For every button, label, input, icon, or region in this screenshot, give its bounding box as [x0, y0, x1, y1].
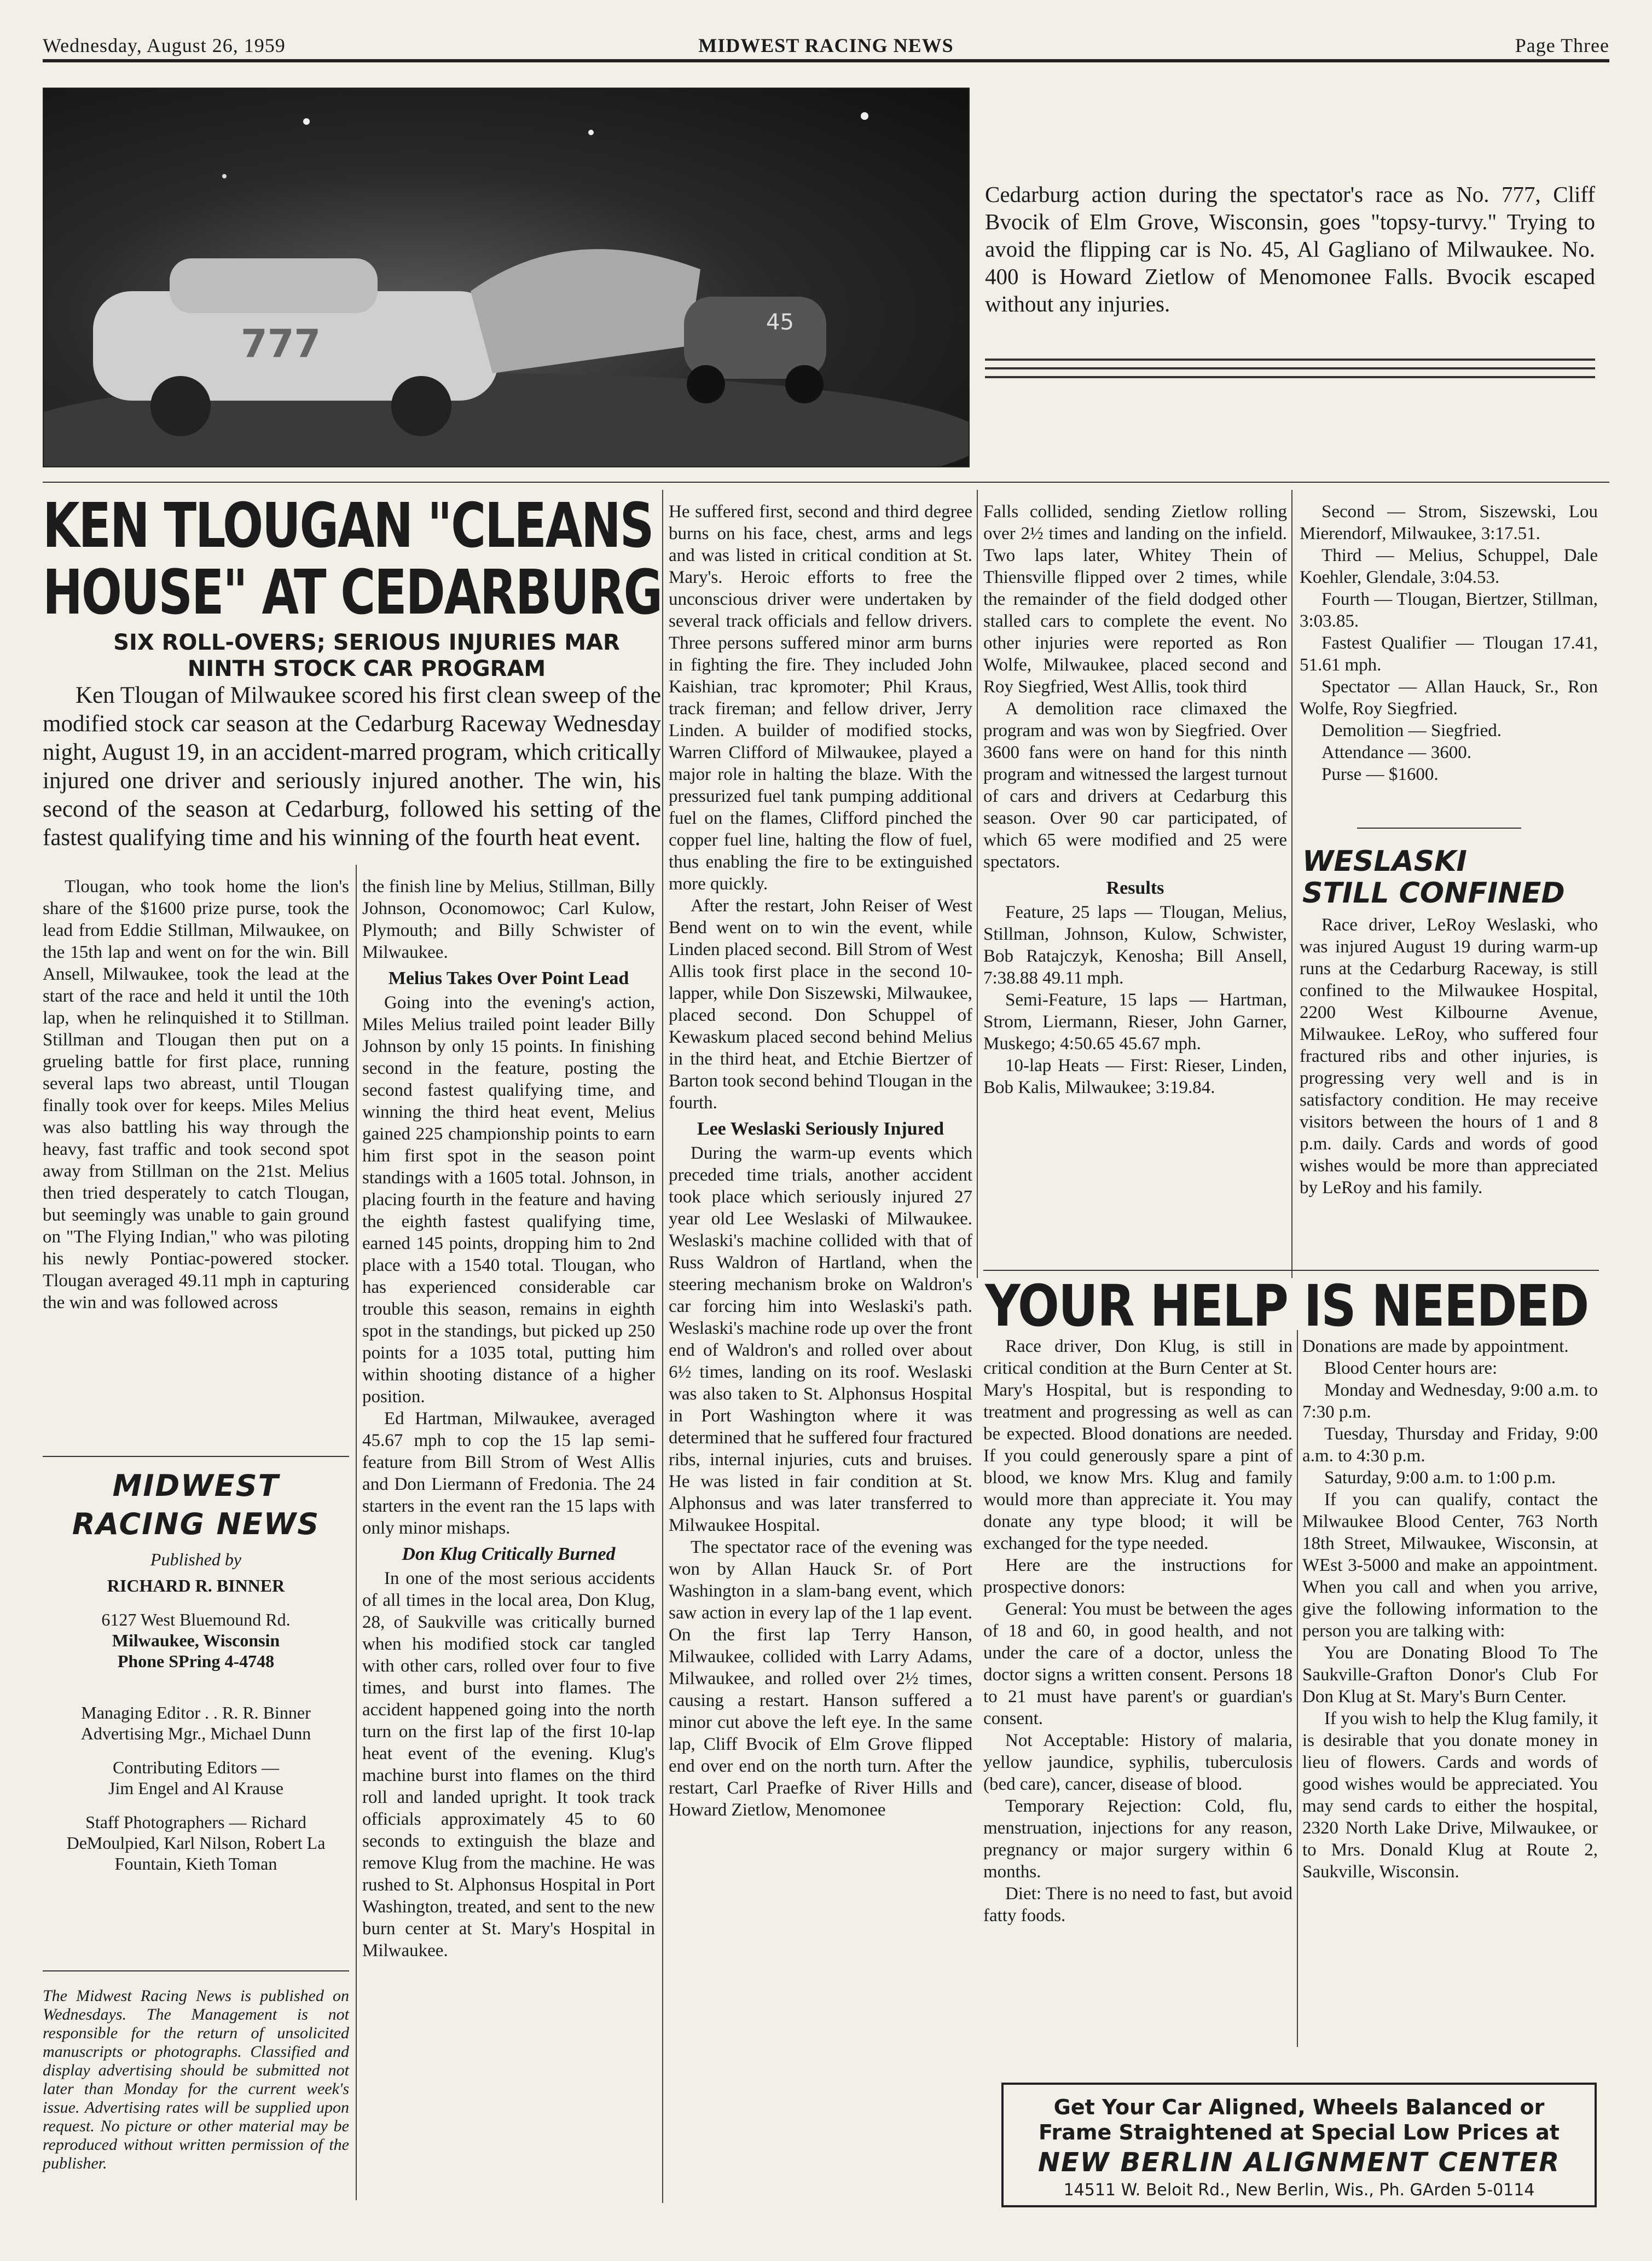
ad-line-1: Get Your Car Aligned, Wheels Balanced or — [1053, 2095, 1545, 2119]
headline-line-2: HOUSE" AT CEDARBURG — [43, 557, 662, 628]
weslaski-body: Race driver, LeRoy Weslaski, who was injured August 19 during warm-up runs at the Cedarburg Raceway, is still confined to the Milwaukee Hospital, 2200 West Kilbourne Avenue, Milwaukee. LeRoy, who suffered four fractured ribs and other injuries, is progressing very well and is in satisfactory condition. He may receive visitors between the hours of 1 and 8 p.m. daily. Cards and words of good wishes would be more than appreciated by LeRoy and his family. — [1300, 915, 1598, 1198]
ad-business-name: NEW BERLIN ALIGNMENT CENTER — [1037, 2147, 1561, 2178]
results-heading: Results — [1106, 878, 1164, 898]
col2-para-2: Going into the evening's action, Miles Melius trailed point leader Billy Johnson by only 15 points. In finishing second in the feature, posting the second fastest qualifying time, and winning the third heat event, Melius gained 225 championship points to earn him first spot in the season point standings with a 1605 total. Johnson, in placing fourth in the feature and having the eighth fastest qualifying time, earned 145 points, dropping him to 2nd place with a 1540 total. Tlougan, who has experienced considerable car trouble this season, remains in eighth spot in the standings, but picked up 250 points for a 1035 total, putting him within shooting distance of a higher position. — [362, 993, 655, 1407]
weslaski-headline — [1302, 846, 1598, 909]
help-b-para-8: If you wish to help the Klug family, it is desirable that you donate money in lieu of flowers. Cards and words of good wishes would be appreciated. You may send cards to either the hospital, 2320 North Lake Drive, Milwaukee, or to Mrs. Donald Klug at Route 2, Saukville, Wisconsin. — [1302, 1709, 1598, 1882]
col4-para-1: Falls collided, sending Zietlow rolling over 2½ times and landing on the infield. Two laps later, Whitey Thein of Thiensville flipped over 2 times, while the remainder of the field dodged other stalled cars to complete the event. No other injuries were reported as Ron Wolfe, Milwaukee, placed second and Roy Siegfried, West Allis, took third — [983, 502, 1287, 697]
help-b-para-5: Saturday, 9:00 a.m. to 1:00 p.m. — [1324, 1468, 1556, 1488]
story-column-3 — [669, 501, 972, 1821]
contributing-editors: Jim Engel and Al Krause — [108, 1778, 283, 1798]
story-column-1 — [43, 876, 349, 1314]
col3-subhead-1: Lee Weslaski Seriously Injured — [697, 1119, 944, 1139]
help-a-para-2: Here are the instructions for prospective donors: — [983, 1555, 1292, 1597]
results-third-heat: Third — Melius, Schuppel, Dale Koehler, Glendale, 3:04.53. — [1300, 546, 1598, 587]
car-45-number: 45 — [766, 310, 794, 335]
results-second-heat: Second — Strom, Siszewski, Lou Mierendorf, Milwaukee, 3:17.51. — [1300, 502, 1598, 543]
pub-title-2: RACING NEWS — [72, 1507, 320, 1541]
help-a-para-4: Not Acceptable: History of malaria, yellow jaundice, syphilis, tuberculosis (bed care), cancer, disease of blood. — [983, 1731, 1292, 1794]
alignment-center-ad — [1001, 2083, 1597, 2207]
publisher-name: RICHARD R. BINNER — [107, 1576, 285, 1595]
col4-para-2: A demolition race climaxed the program and was won by Siegfried. Over 3600 fans were on hand for this ninth program and witnessed the largest turnout of cars and drivers at Cedarburg this season. Over 90 car participated, of which 65 were modified and 25 were spectators. — [983, 699, 1287, 872]
publication-disclaimer: The Midwest Racing News is published on Wednesdays. The Management is not responsible for the return of unsolicited manuscripts or photographs. Classified and display advertising should be submitted not later than Monday for the current week's issue. Advertising rates will be supplied upon request. No picture or other material may be reproduced without written permission of the publisher. — [43, 1987, 349, 2172]
help-b-para-7: You are Donating Blood To The Saukville-Grafton Donor's Club For Don Klug at St. Mary's Burn Center. — [1302, 1643, 1598, 1707]
staff-photographers: Staff Photographers — Richard DeMoulpied, Karl Nilson, Robert La Fountain, Kieth Toman — [66, 1812, 326, 1873]
story-column-5 — [1300, 501, 1598, 785]
weslaski-story — [1300, 914, 1598, 1199]
story-column-2 — [362, 876, 655, 1962]
help-b-para-4: Tuesday, Thursday and Friday, 9:00 a.m. to 4:30 p.m. — [1302, 1424, 1598, 1466]
col2-para-1: the finish line by Melius, Stillman, Billy Johnson, Oconomowoc; Carl Kulow, Plymouth; and Billy Schwister of Milwaukee. — [362, 877, 655, 962]
paper-name: MIDWEST RACING NEWS — [698, 34, 954, 56]
car-777-number: 777 — [241, 321, 321, 366]
help-a-para-5: Temporary Rejection: Cold, flu, menstruation, injections for any reason, pregnancy or major surgery within 6 months. — [983, 1796, 1292, 1882]
story-column-4 — [983, 501, 1287, 1098]
help-b-para-6: If you can qualify, contact the Milwaukee Blood Center, 763 North 18th Street, Milwaukee, Wisconsin, at WEst 3-5000 and make an appointment. When you call and when you arrive, give the following information to the person you are talking with: — [1302, 1490, 1598, 1641]
results-attendance: Attendance — 3600. — [1321, 743, 1472, 762]
managing-editor: Managing Editor . . R. R. Binner — [81, 1703, 311, 1722]
main-headline — [43, 490, 662, 628]
race-photo-illustration — [44, 89, 969, 466]
page-number: Page Three — [1515, 34, 1609, 56]
col3-para-4: The spectator race of the evening was won by Allan Hauck Sr. of Port Washington in a slam-bang event, which saw action in every lap of the 1 lap event. On the first lap Terry Hanson, Milwaukee, collided with Larry Adams, Milwaukee, and rolled over 2½ times, causing a restart. Hanson suffered a minor cut above the left eye. In the same lap, Cliff Bvocik of Elm Grove flipped end over end on the north turn. After the restart, Carl Praefke of River Hills and Howard Zietlow, Menomonee — [669, 1537, 972, 1820]
publisher-address-2: Milwaukee, Wisconsin — [112, 1630, 280, 1650]
col3-para-3: During the warm-up events which preceded time trials, another accident took place which seriously injured 27 year old Lee Weslaski of Milwaukee. Weslaski's machine collided with that of Russ Waldron of Hartland, when the steering mechanism broke on Waldron's car forcing him into Weslaski's path. Weslaski's machine rode up over the front end of Waldron's and rolled over about 6½ times, landing on its roof. Weslaski was also taken to St. Alphonsus Hospital in Port Washington where it was determined that he suffered four fractured ribs, internal injuries, cuts and bruises. He was listed in fair condition at St. Alphonsus and was later transferred to Milwaukee Hospital. — [669, 1143, 972, 1535]
pub-title-1: MIDWEST — [112, 1468, 280, 1503]
weslaski-headline-2: STILL CONFINED — [1302, 877, 1565, 910]
results-purse: Purse — $1600. — [1321, 765, 1439, 784]
publisher-address-1: 6127 West Bluemound Rd. — [101, 1610, 291, 1629]
contributing-editors-label: Contributing Editors — — [113, 1757, 279, 1777]
photo-caption-box — [985, 181, 1595, 317]
help-b-para-1: Donations are made by appointment. — [1302, 1337, 1569, 1356]
issue-date: Wednesday, August 26, 1959 — [43, 34, 286, 56]
main-subhead: SIX ROLL-OVERS; SERIOUS INJURIES MAR NINTH STOCK CAR PROGRAM — [113, 630, 620, 681]
col2-subhead-2: Don Klug Critically Burned — [402, 1544, 616, 1564]
help-b-para-3: Monday and Wednesday, 9:00 a.m. to 7:30 p.m. — [1302, 1380, 1598, 1422]
help-column-b — [1302, 1335, 1598, 1883]
results-feature: Feature, 25 laps — Tlougan, Melius, Stillman, Johnson, Kulow, Schwister, Bob Ratajczyk, Kenosha; Bill Ansell, 7:38.88 49.11 mph. — [983, 903, 1287, 988]
col3-para-1: He suffered first, second and third degree burns on his face, chest, arms and legs and was listed in critical condition at St. Mary's. Heroic efforts to free the unconscious driver were undertaken by several track officials and fellow drivers. Three persons suffered minor arm burns in fighting the fire. They included John Kaishian, trac kpromoter; Phil Kraus, track fireman; and fellow driver, Jerry Linden. A builder of modified stocks, Warren Clifford of Milwaukee, played a major role in halting the blaze. With the pressurized fuel tank pumping additional fuel on the flames, Clifford pinched the copper fuel line, halting the flow of fuel, thus enabling the fire to be extinguished more quickly. — [669, 502, 972, 894]
help-headline: YOUR HELP IS NEEDED — [985, 1273, 1589, 1339]
masthead-rule — [43, 59, 1609, 62]
col2-para-4: In one of the most serious accidents of all times in the local area, Don Klug, 28, of Saukville was critically burned when his modified stock car tangled with other cars, rolled over four to five times, and burst into flames. The accident happened going into the north turn on the first lap of the first 10-lap heat event of the evening. Klug's machine burst into flames on the third roll and landed upright. It took track officials approximately 45 to 60 seconds to extinguish the blaze and remove Klug from the machine. He was rushed to St. Alphonsus Hospital in Port Washington, treated, and sent to the new burn center at St. Mary's Hospital in Milwaukee. — [362, 1569, 655, 1961]
publication-box — [43, 1467, 349, 1874]
masthead — [43, 28, 1609, 61]
publisher-phone: Phone SPring 4-4748 — [117, 1651, 275, 1671]
ad-line-2: Frame Straightened at Special Low Prices at — [1039, 2120, 1560, 2144]
results-demolition: Demolition — Siegfried. — [1321, 721, 1502, 741]
race-photo — [43, 88, 970, 467]
col2-para-3: Ed Hartman, Milwaukee, averaged 45.67 mph to cop the 15 lap semi-feature from Bill Strom of West Allis and Don Liermann of Fredonia. The 24 starters in the event ran the 15 laps with only minor mishaps. — [362, 1409, 655, 1538]
advertising-manager: Advertising Mgr., Michael Dunn — [80, 1724, 311, 1743]
weslaski-headline-1: WESLASKI — [1302, 845, 1467, 878]
results-fastest-qualifier: Fastest Qualifier — Tlougan 17.41, 51.61 mph. — [1300, 633, 1598, 675]
flipping-car — [471, 249, 700, 373]
help-column-a — [983, 1335, 1292, 1927]
help-a-para-6: Diet: There is no need to fast, but avoid fatty foods. — [983, 1884, 1292, 1925]
published-by: Published by — [150, 1549, 242, 1569]
lead-paragraph: Ken Tlougan of Milwaukee scored his first clean sweep of the modified stock car season at the Cedarburg Raceway Wednesday night, August 19, in an accident-marred program, which critically injured one driver and seriously injured another. The win, his second of the season at Cedarburg, followed his setting of the fastest qualifying time and his winning of the fourth heat event. — [43, 683, 661, 851]
results-spectator: Spectator — Allan Hauck, Sr., Ron Wolfe, Roy Siegfried. — [1300, 677, 1598, 719]
help-b-para-2: Blood Center hours are: — [1324, 1358, 1498, 1378]
col1-text: Tlougan, who took home the lion's share of the $1600 prize purse, took the lead from Eddie Stillman, Milwaukee, on the 15th lap and went on for the win. Bill Ansell, Milwaukee, took the lead at the start of the race and held it until the 10th lap, when he relinquished it to Stillman. Stillman and Tlougan then put on a grueling battle for first place, running several laps two abreast, until Tlougan finally took over for keeps. Miles Melius was also battling his way through the heavy, fast traffic and took second spot away from Stillman on the 21st. Melius then tried desperately to catch Tlougan, but seemingly was unable to gain ground on "The Flying Indian," who was piloting his newly Pontiac-powered stocker. Tlougan averaged 49.11 mph in capturing the win and was followed across — [43, 877, 349, 1312]
results-semi-feature: Semi-Feature, 15 laps — Hartman, Strom, Liermann, Rieser, John Garner, Muskego; 4:50.65 45.67 mph. — [983, 990, 1287, 1054]
results-fourth-heat: Fourth — Tlougan, Biertzer, Stillman, 3:03.85. — [1300, 589, 1598, 631]
results-heats: 10-lap Heats — First: Rieser, Linden, Bob Kalis, Milwaukee; 3:19.84. — [983, 1056, 1287, 1097]
help-a-para-1: Race driver, Don Klug, is still in critical condition at the Burn Center at St. Mary's Hospital, but is responding to treatment and progressing as well as can be expected. Blood donations are needed. If you could generously spare a pint of blood, we know Mrs. Klug and family would more than appreciate it. You may donate any type blood; it will be exchanged for the type needed. — [983, 1337, 1292, 1553]
col3-para-2: After the restart, John Reiser of West Bend went on to win the event, while Linden placed second. Bill Strom of West Allis took first place in the second 10-lapper, while Don Siszewski, Milwaukee, placed second. Don Schuppel of Kewaskum placed second behind Melius in the third heat, and Etchie Biertzer of Barton took second behind Tlougan in the fourth. — [669, 896, 972, 1113]
photo-caption: Cedarburg action during the spectator's race as No. 777, Cliff Bvocik of Elm Grove, Wisconsin, goes "topsy-turvy." Trying to avoid the flipping car is No. 45, Al Gagliano of Milwaukee. No. 400 is Howard Zietlow of Menomonee Falls. Bvocik escaped without any injuries. — [985, 182, 1595, 316]
help-a-para-3: General: You must be between the ages of 18 and 60, in good health, and not under the care of a doctor, unless the doctor signs a written consent. Persons 18 to 21 must have parent's or guardian's consent. — [983, 1599, 1292, 1728]
caption-rules — [985, 358, 1595, 391]
ad-address: 14511 W. Beloit Rd., New Berlin, Wis., Ph. GArden 5-0114 — [1063, 2181, 1535, 2200]
col2-subhead-1: Melius Takes Over Point Lead — [388, 968, 629, 988]
section-rule — [43, 482, 1609, 483]
headline-line-1: KEN TLOUGAN "CLEANS — [43, 490, 653, 562]
